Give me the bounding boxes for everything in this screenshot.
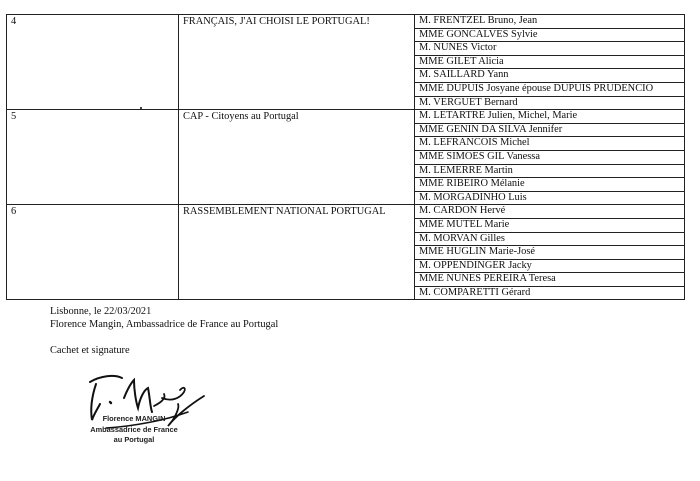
list-name: CAP - Citoyens au Portugal [183,111,299,123]
candidate-name: MME GONCALVES Sylvie [415,29,684,43]
list-name-cell [179,15,415,110]
list-name: RASSEMBLEMENT NATIONAL PORTUGAL [183,206,386,218]
cachet-label: Cachet et signature [50,345,130,356]
stamp-line-name: Florence MANGIN [102,414,166,423]
candidate-name: MME DUPUIS Josyane épouse DUPUIS PRUDENCIO [415,83,684,97]
list-row [7,110,685,205]
list-row [7,205,685,300]
candidate-lists-body [7,15,685,300]
candidate-name: MME GENIN DA SILVA Jennifer [415,124,684,138]
candidate-name: M. COMPARETTI Gérard [419,286,531,298]
candidate-name: M. SAILLARD Yann [415,69,684,83]
candidate-name: M. LEMERRE Martin [415,165,684,179]
list-number-cell [7,205,179,300]
candidate-name: MME NUNES PEREIRA Teresa [415,273,684,287]
stamp-line-title: Ambassadrice de France [90,424,178,434]
list-name-cell [179,205,415,300]
stamp-line-country: au Portugal [113,435,155,444]
candidate-name: M. MORGADINHO Luis [419,191,527,203]
candidates-cell [415,110,685,205]
candidate-name: M. LEFRANCOIS Michel [415,137,684,151]
candidate-lists-table [6,14,685,300]
candidate-name: MME MUTEL Marie [415,219,684,233]
list-number: 5 [11,111,17,123]
candidate-name: M. FRENTZEL Bruno, Jean [415,15,684,29]
candidate-name: M. LETARTRE Julien, Michel, Marie [415,110,684,124]
candidate-name: MME SIMOES GIL Vanessa [415,151,684,165]
place-date: Lisbonne, le 22/03/2021 [50,306,152,317]
list-number: 6 [11,206,17,218]
candidate-name: MME RIBEIRO Mélanie [415,178,684,192]
list-name-cell [179,110,415,205]
signatory-line: Florence Mangin, Ambassadrice de France au Portugal [50,318,279,330]
list-row [7,15,685,110]
scan-speck [140,107,142,109]
document-footer [50,306,278,358]
candidate-name: MME GILET Alicia [415,56,684,70]
list-name: FRANÇAIS, J'AI CHOISI LE PORTUGAL! [183,16,370,27]
list-number-cell [7,15,179,110]
candidate-name: M. VERGUET Bernard [419,96,518,108]
candidate-name: M. NUNES Victor [415,42,684,56]
list-number: 4 [11,16,17,27]
list-number-cell [7,110,179,205]
candidate-name: M. MORVAN Gilles [415,233,684,247]
candidate-name: M. OPPENDINGER Jacky [415,260,684,274]
candidates-cell [415,205,685,300]
embassy-stamp [80,414,188,446]
candidate-name: MME HUGLIN Marie-José [415,246,684,260]
candidate-name: M. CARDON Hervé [415,205,684,219]
candidates-cell [415,15,685,110]
